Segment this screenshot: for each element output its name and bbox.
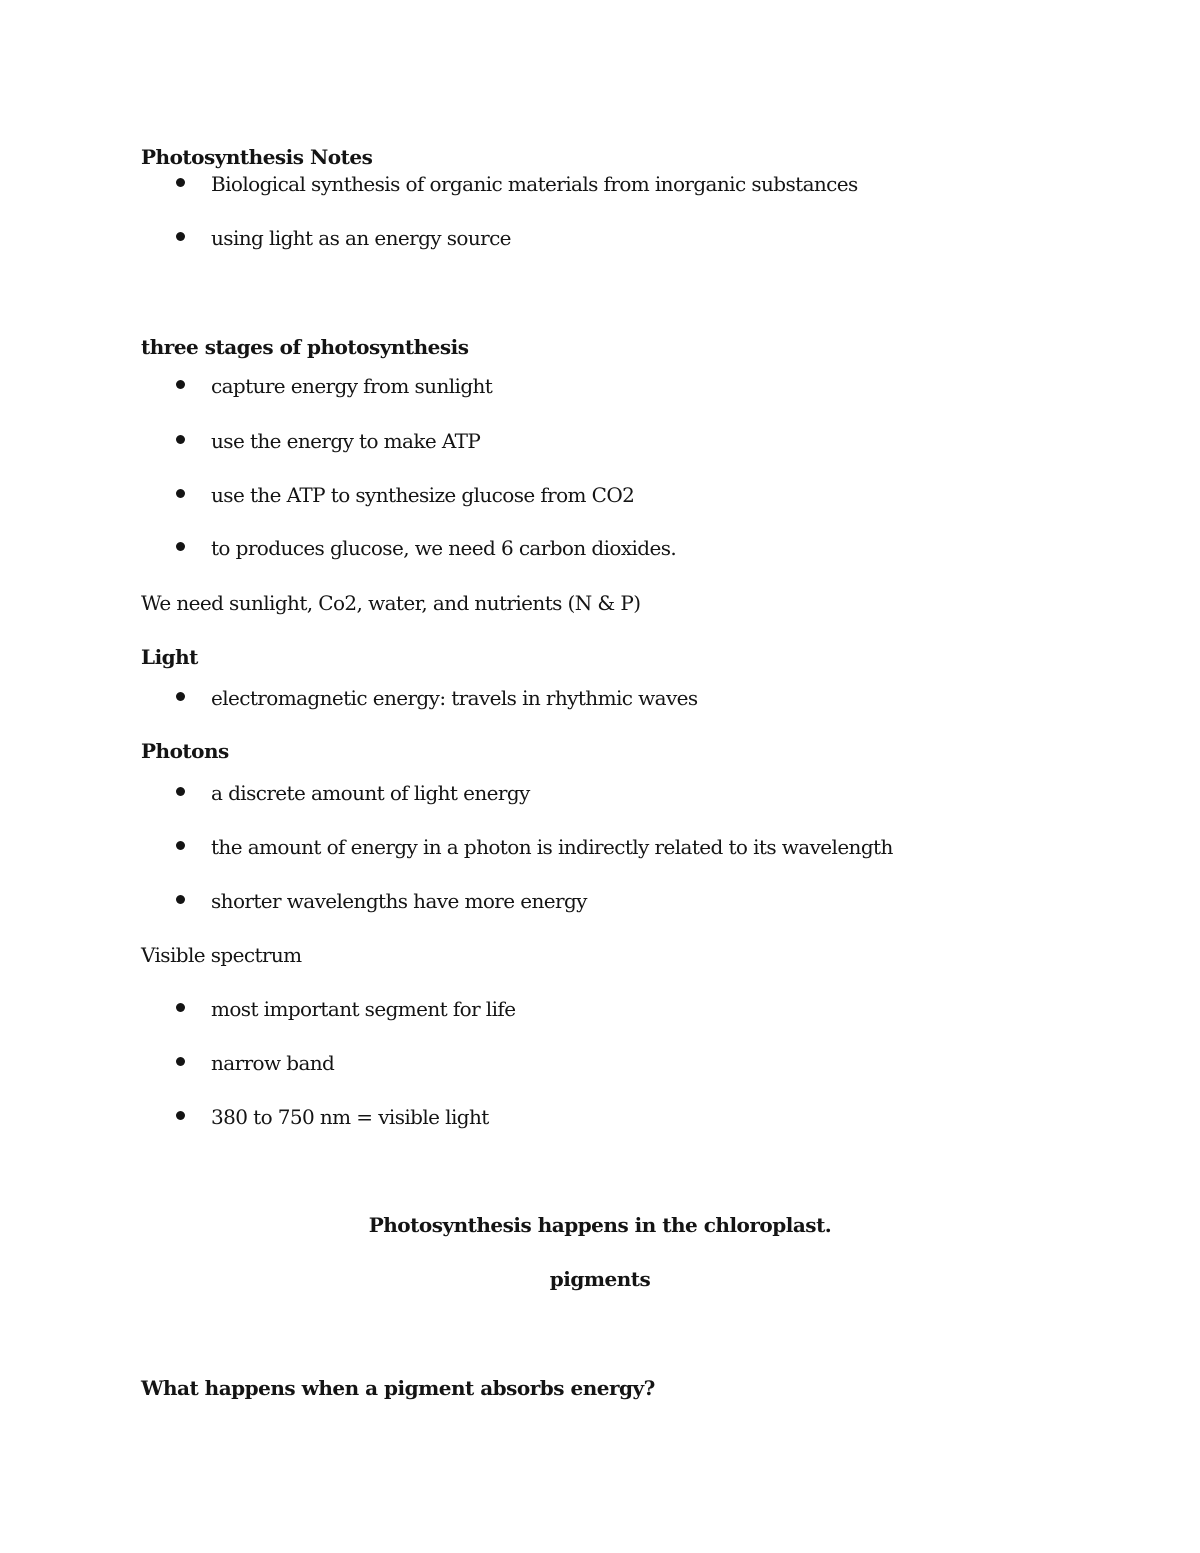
bullet-dot-icon: [176, 489, 185, 498]
bullet-dot-icon: [176, 1057, 185, 1066]
bullet-dot-icon: [176, 841, 185, 850]
stages-bullet-4: to produces glucose, we need 6 carbon dioxides.: [211, 536, 677, 560]
needs-line: We need sunlight, Co2, water, and nutrients (N & P): [141, 591, 641, 615]
question-line: What happens when a pigment absorbs energy?: [141, 1376, 655, 1400]
bullet-dot-icon: [176, 542, 185, 551]
stages-bullet-2: use the energy to make ATP: [211, 429, 481, 453]
photons-bullet-3: shorter wavelengths have more energy: [211, 889, 587, 913]
visible-heading: Visible spectrum: [141, 943, 302, 967]
photons-bullet-2: the amount of energy in a photon is indirectly related to its wavelength: [211, 835, 893, 859]
chloroplast-line: Photosynthesis happens in the chloroplast.: [368, 1213, 832, 1237]
bullet-dot-icon: [176, 232, 185, 241]
bullet-dot-icon: [176, 380, 185, 389]
stages-bullet-1: capture energy from sunlight: [211, 374, 493, 398]
pigments-line: pigments: [549, 1267, 651, 1291]
bullet-dot-icon: [176, 1111, 185, 1120]
bullet-dot-icon: [176, 895, 185, 904]
visible-bullet-1: most important segment for life: [211, 997, 516, 1021]
stages-heading: three stages of photosynthesis: [141, 335, 469, 359]
bullet-dot-icon: [176, 178, 185, 187]
light-bullet-1: electromagnetic energy: travels in rhythmic waves: [211, 686, 698, 710]
photons-heading: Photons: [141, 739, 229, 763]
intro-bullet-1: Biological synthesis of organic materials from inorganic substances: [211, 172, 858, 196]
bullet-dot-icon: [176, 787, 185, 796]
page-title: Photosynthesis Notes: [141, 145, 373, 169]
stages-bullet-3: use the ATP to synthesize glucose from CO2: [211, 483, 635, 507]
bullet-dot-icon: [176, 435, 185, 444]
visible-bullet-2: narrow band: [211, 1051, 335, 1075]
visible-bullet-3: 380 to 750 nm = visible light: [211, 1105, 489, 1129]
bullet-dot-icon: [176, 692, 185, 701]
photons-bullet-1: a discrete amount of light energy: [211, 781, 530, 805]
bullet-dot-icon: [176, 1003, 185, 1012]
light-heading: Light: [141, 645, 198, 669]
intro-bullet-2: using light as an energy source: [211, 226, 511, 250]
